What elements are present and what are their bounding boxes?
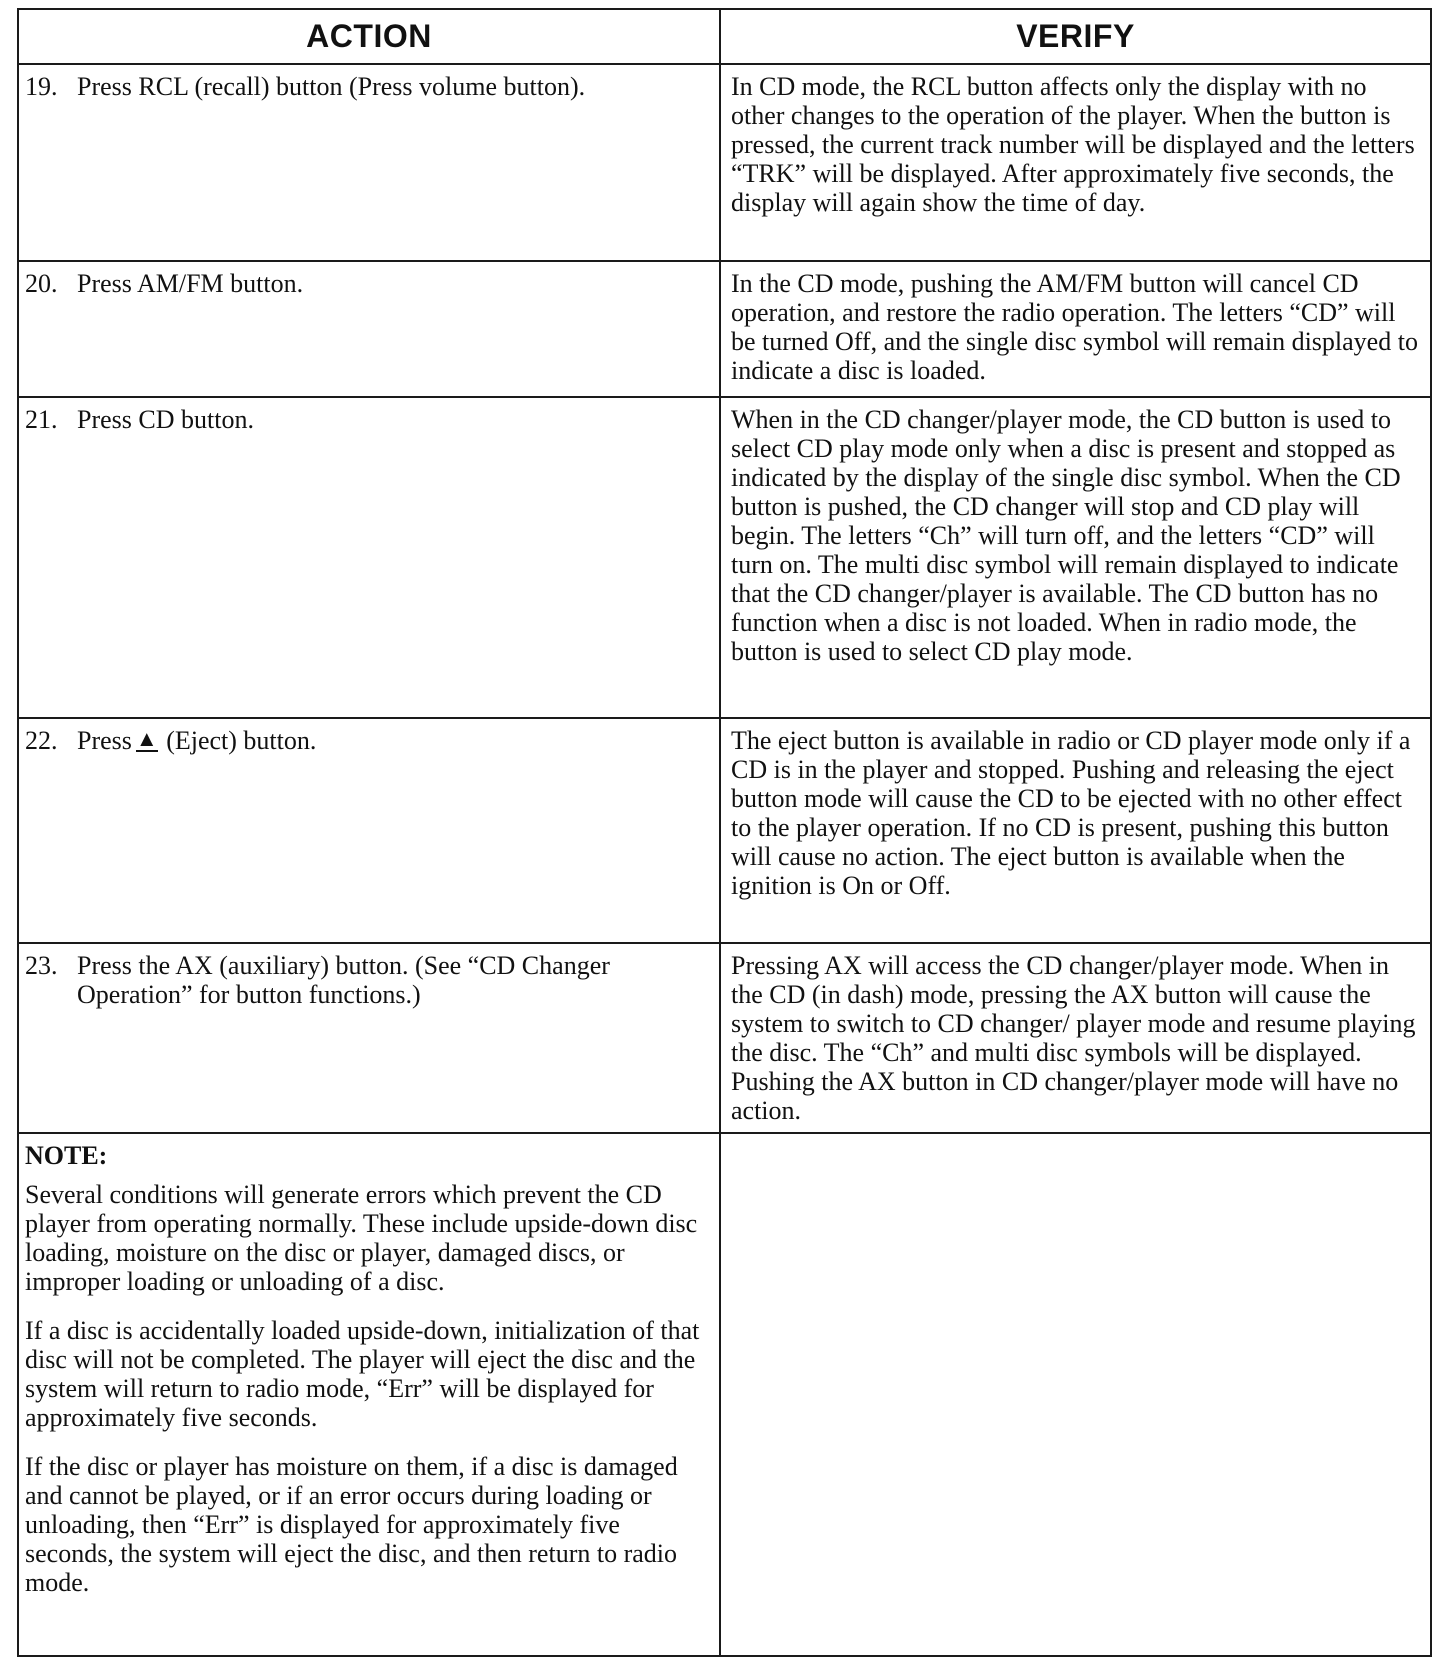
note-paragraph: If the disc or player has moisture on them, if a disc is damaged and cannot be played, or if an error occurs during loading or unloading, then “Err” is displayed for approximately five seconds, the system will eject the disc, and then return to radio mode. bbox=[25, 1452, 678, 1597]
verify-column-header: VERIFY bbox=[720, 9, 1431, 64]
eject-icon: ▲ bbox=[135, 726, 158, 751]
action-cell bbox=[18, 261, 720, 397]
action-text: Press the AX (auxiliary) button. (See “CD Changer Operation” for button functions.) bbox=[77, 951, 610, 1009]
header-row bbox=[18, 9, 1431, 64]
action-cell bbox=[18, 943, 720, 1133]
table-row bbox=[18, 943, 1431, 1133]
note-cell bbox=[18, 1133, 720, 1656]
step-number: 21. bbox=[25, 405, 58, 434]
action-cell bbox=[18, 64, 720, 261]
verify-cell: The eject button is available in radio or CD player mode only if a CD is in the player and stopped. Pushing and releasing the eject button mode will cause the CD to be ejected with no other effect to the player operation. If no CD is present, pushing this button will cause no action. The eject button is available when the ignition is On or Off. bbox=[720, 718, 1431, 943]
note-row bbox=[18, 1133, 1431, 1656]
note-paragraph: Several conditions will generate errors which prevent the CD player from operating normally. These include upside-down disc loading, moisture on the disc or player, damaged discs, or improper loading or unloading of a disc. bbox=[25, 1180, 698, 1296]
step-number: 19. bbox=[25, 72, 58, 101]
action-text: Press CD button. bbox=[77, 405, 254, 434]
action-verify-table bbox=[17, 8, 1432, 1657]
action-column-header: ACTION bbox=[18, 9, 720, 64]
table-row bbox=[18, 718, 1431, 943]
verify-cell: When in the CD changer/player mode, the CD button is used to select CD play mode only when a disc is present and stopped as indicated by the display of the single disc symbol. When the CD button is pushed, the CD changer will stop and CD play will begin. The letters “Ch” will turn off, and the letters “CD” will turn on. The multi disc symbol will remain displayed to indicate that the CD changer/player is available. The CD button has no function when a disc is not loaded. When in radio mode, the button is used to select CD play mode. bbox=[720, 397, 1431, 718]
action-suffix: (Eject) button. bbox=[166, 726, 317, 755]
step-number: 22. bbox=[25, 726, 58, 755]
step-number: 23. bbox=[25, 951, 58, 980]
verify-cell: Pressing AX will access the CD changer/player mode. When in the CD (in dash) mode, pressing the AX button will cause the system to switch to CD changer/ player mode and resume playing the disc. The “Ch” and multi disc symbols will be displayed. Pushing the AX button in CD changer/player mode will have no action. bbox=[720, 943, 1431, 1133]
verify-cell: In the CD mode, pushing the AM/FM button will cancel CD operation, and restore the radio operation. The letters “CD” will be turned Off, and the single disc symbol will remain displayed to indicate a disc is loaded. bbox=[720, 261, 1431, 397]
action-text bbox=[77, 726, 713, 755]
action-prefix: Press bbox=[77, 726, 132, 755]
note-paragraph: If a disc is accidentally loaded upside-down, initialization of that disc will not be completed. The player will eject the disc and the system will return to radio mode, “Err” will be displayed for approximately five seconds. bbox=[25, 1316, 700, 1432]
table-row bbox=[18, 397, 1431, 718]
verify-cell: In CD mode, the RCL button affects only the display with no other changes to the operation of the player. When the button is pressed, the current track number will be displayed and the letters “TRK” will be displayed. After approximately five seconds, the display will again show the time of day. bbox=[720, 64, 1431, 261]
table-row bbox=[18, 261, 1431, 397]
empty-verify-cell bbox=[720, 1133, 1431, 1656]
note-title: NOTE: bbox=[25, 1141, 108, 1170]
action-cell bbox=[18, 718, 720, 943]
action-text: Press RCL (recall) button (Press volume button). bbox=[77, 72, 586, 101]
action-text: Press AM/FM button. bbox=[77, 269, 304, 298]
step-number: 20. bbox=[25, 269, 58, 298]
table-row bbox=[18, 64, 1431, 261]
action-cell bbox=[18, 397, 720, 718]
